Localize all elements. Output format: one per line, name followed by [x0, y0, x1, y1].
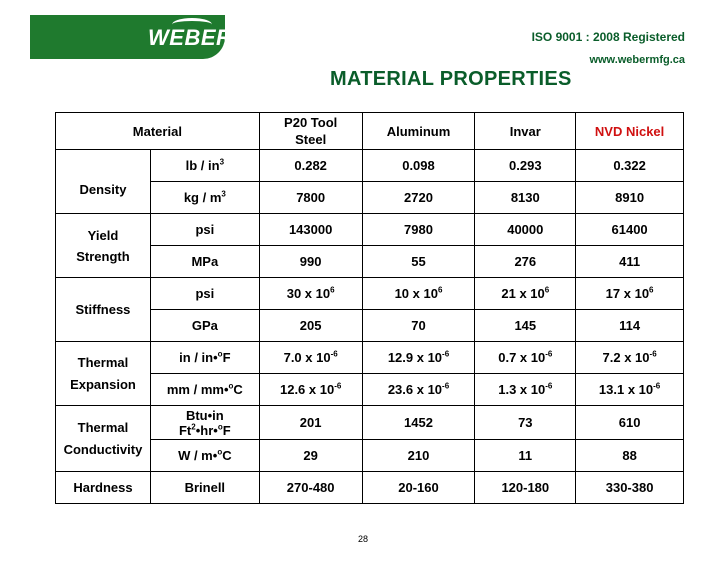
cell: 29: [259, 440, 362, 472]
header-material: Material: [56, 113, 260, 150]
cell: 10 x $10^6$: [362, 278, 475, 310]
cell: 73: [475, 406, 576, 440]
cell: 205: [259, 310, 362, 342]
table-row: [56, 342, 684, 374]
table-row: [56, 278, 684, 310]
cell: 88: [576, 440, 684, 472]
cell: 143000: [259, 214, 362, 246]
row-label-hardness: Hardness: [56, 472, 151, 504]
cell: 21 x $10^6$: [475, 278, 576, 310]
row-label-stiffness: Stiffness: [56, 278, 151, 342]
cell: 2720: [362, 182, 475, 214]
cell: 11: [475, 440, 576, 472]
table-row: [56, 374, 684, 406]
website-url: www.webermfg.ca: [589, 54, 685, 66]
cell: 23.6 x $10^{-6}$: [362, 374, 475, 406]
logo-text: WEBER: [148, 25, 233, 50]
cell: 1.3 x $10^{-6}$: [475, 374, 576, 406]
cell: 7800: [259, 182, 362, 214]
table-row: [56, 182, 684, 214]
unit-psi: psi: [150, 214, 259, 246]
page-number: 28: [358, 534, 369, 544]
cell: 70: [362, 310, 475, 342]
cell: 8130: [475, 182, 576, 214]
table-row: [56, 440, 684, 472]
cell: 411: [576, 246, 684, 278]
table-row: [56, 310, 684, 342]
cell: 1452: [362, 406, 475, 440]
cell: 17 x $10^6$: [576, 278, 684, 310]
cell: 0.7 x $10^{-6}$: [475, 342, 576, 374]
cell: 201: [259, 406, 362, 440]
unit-brinell: Brinell: [150, 472, 259, 504]
cell: 610: [576, 406, 684, 440]
unit-mm-mm-c: mm / mm•$^o$C: [150, 374, 259, 406]
unit-mpa: MPa: [150, 246, 259, 278]
row-label-density: Density: [56, 150, 151, 214]
table-row: [56, 246, 684, 278]
cell: 55: [362, 246, 475, 278]
row-label-thermal-expansion: Thermal Expansion: [56, 342, 151, 406]
header-row: [56, 113, 684, 150]
header-nvd-nickel: NVD Nickel: [576, 113, 684, 150]
row-label-yield-strength: Yield Strength: [56, 214, 151, 278]
cell: 0.293: [475, 150, 576, 182]
cell: 61400: [576, 214, 684, 246]
cell: 7.0 x $10^{-6}$: [259, 342, 362, 374]
page-title: MATERIAL PROPERTIES: [330, 68, 572, 90]
cell: 330-380: [576, 472, 684, 504]
cell: 30 x $10^6$: [259, 278, 362, 310]
iso-registration: ISO 9001 : 2008 Registered: [531, 30, 685, 44]
cell: 7980: [362, 214, 475, 246]
cell: 8910: [576, 182, 684, 214]
header-p20: P20 Tool Steel: [259, 113, 362, 150]
header-invar: Invar: [475, 113, 576, 150]
table-row: [56, 472, 684, 504]
material-properties-table: [55, 112, 684, 504]
cell: 13.1 x $10^{-6}$: [576, 374, 684, 406]
weber-logo: [30, 15, 233, 59]
cell: 7.2 x $10^{-6}$: [576, 342, 684, 374]
cell: 990: [259, 246, 362, 278]
cell: 120-180: [475, 472, 576, 504]
cell: 0.322: [576, 150, 684, 182]
cell: 0.282: [259, 150, 362, 182]
unit-w-m-c: W / m•$^o$C: [150, 440, 259, 472]
cell: 12.9 x $10^{-6}$: [362, 342, 475, 374]
cell: 12.6 x $10^{-6}$: [259, 374, 362, 406]
cell: 210: [362, 440, 475, 472]
unit-in-in-f: in / in•$^o$F: [150, 342, 259, 374]
cell: 276: [475, 246, 576, 278]
cell: 270-480: [259, 472, 362, 504]
header-aluminum: Aluminum: [362, 113, 475, 150]
unit-btu-in-ft2-hr-f: Btu•in Ft$^2$•hr•$^o$F: [150, 406, 259, 440]
cell: 114: [576, 310, 684, 342]
cell: 20-160: [362, 472, 475, 504]
cell: 145: [475, 310, 576, 342]
unit-lb-in3: lb / $in^3$: [150, 150, 259, 182]
unit-gpa: GPa: [150, 310, 259, 342]
row-label-thermal-conductivity: Thermal Conductivity: [56, 406, 151, 472]
cell: 0.098: [362, 150, 475, 182]
table-row: [56, 214, 684, 246]
table-row: [56, 406, 684, 440]
unit-psi: psi: [150, 278, 259, 310]
unit-kg-m3: kg / $m^3$: [150, 182, 259, 214]
cell: 40000: [475, 214, 576, 246]
table-row: [56, 150, 684, 182]
